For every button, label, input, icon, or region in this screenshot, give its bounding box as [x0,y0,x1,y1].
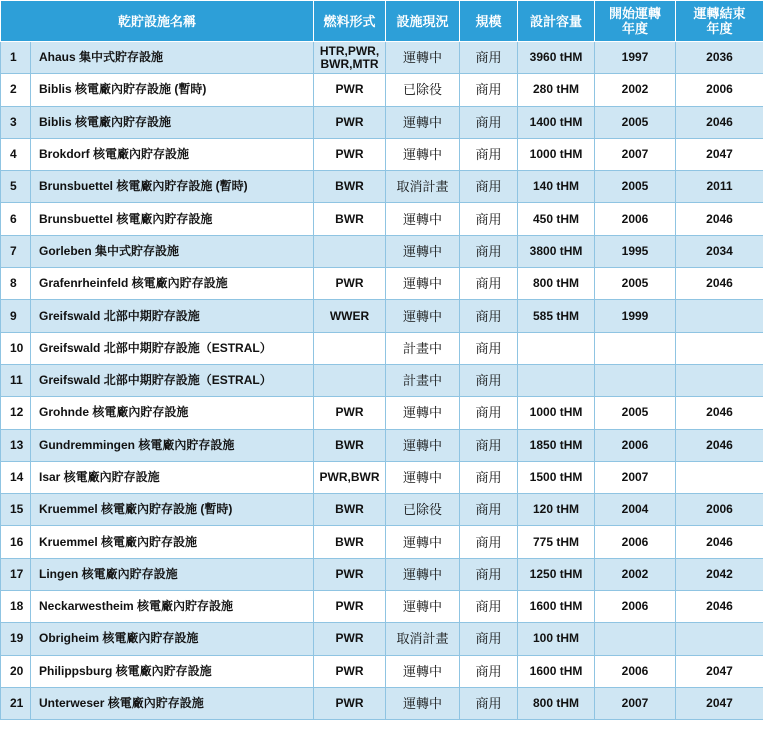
cell-facility-name: Biblis 核電廠內貯存設施 (暫時) [31,74,314,106]
cell-end-year: 2036 [676,42,763,74]
cell-start-year [595,364,676,396]
fuel-type-line: WWER [329,308,370,323]
cell-facility-name: Philippsburg 核電廠內貯存設施 [31,655,314,687]
header-start-year [595,1,676,42]
cell-start-year [595,623,676,655]
cell-fuel-type [314,655,386,687]
cell-start-year: 2004 [595,494,676,526]
cell-end-year: 2047 [676,655,763,687]
fuel-type-line: PWR [335,599,364,614]
cell-capacity: 585 tHM [518,300,595,332]
cell-capacity: 775 tHM [518,526,595,558]
cell-status: 取消計畫 [386,171,460,203]
cell-scale: 商用 [460,364,518,396]
cell-fuel-type [314,268,386,300]
table-row [1,106,763,138]
cell-end-year [676,300,763,332]
cell-status: 已除役 [386,494,460,526]
fuel-type-line: PWR [335,276,364,291]
cell-facility-name: Grafenrheinfeld 核電廠內貯存設施 [31,268,314,300]
cell-capacity: 800 tHM [518,687,595,719]
cell-capacity: 3960 tHM [518,42,595,74]
table-row [1,461,763,493]
cell-end-year: 2046 [676,397,763,429]
cell-end-year: 2046 [676,203,763,235]
table-body [1,42,763,720]
cell-start-year: 2005 [595,397,676,429]
cell-facility-name: Brokdorf 核電廠內貯存設施 [31,138,314,170]
cell-fuel-type [314,526,386,558]
cell-facility-name: Brunsbuettel 核電廠內貯存設施 [31,203,314,235]
header-capacity: 設計容量 [518,1,595,42]
fuel-type-line: BWR [335,534,364,549]
cell-start-year: 2007 [595,461,676,493]
cell-fuel-type [314,235,386,267]
cell-number: 19 [1,623,31,655]
fuel-type-line: PWR [335,82,364,97]
cell-number: 6 [1,203,31,235]
cell-start-year: 2002 [595,558,676,590]
header-start-line1: 開始運轉 [609,6,662,21]
cell-fuel-type [314,171,386,203]
cell-facility-name: Isar 核電廠內貯存設施 [31,461,314,493]
cell-end-year: 2046 [676,526,763,558]
cell-start-year: 1997 [595,42,676,74]
cell-scale: 商用 [460,558,518,590]
cell-status: 運轉中 [386,138,460,170]
cell-end-year: 2046 [676,429,763,461]
cell-scale: 商用 [460,106,518,138]
header-end-line2: 年度 [706,21,733,36]
cell-fuel-type [314,203,386,235]
cell-start-year: 2002 [595,74,676,106]
fuel-type-line: PWR [335,663,364,678]
table-row [1,655,763,687]
cell-capacity [518,364,595,396]
cell-status: 運轉中 [386,106,460,138]
cell-number: 13 [1,429,31,461]
cell-start-year: 1995 [595,235,676,267]
cell-status: 運轉中 [386,429,460,461]
cell-capacity: 280 tHM [518,74,595,106]
cell-facility-name: Ahaus 集中式貯存設施 [31,42,314,74]
cell-number: 14 [1,461,31,493]
table-row [1,300,763,332]
header-status: 設施現況 [386,1,460,42]
cell-scale: 商用 [460,138,518,170]
cell-number: 17 [1,558,31,590]
fuel-type-line: BWR [335,179,364,194]
cell-fuel-type [314,42,386,74]
header-scale: 規模 [460,1,518,42]
cell-end-year [676,364,763,396]
cell-end-year [676,461,763,493]
cell-status: 運轉中 [386,558,460,590]
cell-fuel-type [314,300,386,332]
table-row [1,268,763,300]
cell-end-year [676,623,763,655]
fuel-type-line: PWR,BWR [319,470,380,484]
cell-scale: 商用 [460,203,518,235]
fuel-type-line: BWR [335,502,364,517]
table-row [1,623,763,655]
cell-status: 計畫中 [386,332,460,364]
cell-end-year: 2011 [676,171,763,203]
header-end-year [676,1,763,42]
header-name: 乾貯設施名稱 [1,1,314,42]
cell-number: 20 [1,655,31,687]
cell-capacity: 1600 tHM [518,655,595,687]
cell-capacity: 450 tHM [518,203,595,235]
fuel-type-line: BWR [335,211,364,226]
table-row [1,203,763,235]
table-header [1,1,763,42]
table-row [1,687,763,719]
table-row [1,74,763,106]
cell-facility-name: Unterweser 核電廠內貯存設施 [31,687,314,719]
table-row [1,397,763,429]
cell-end-year: 2034 [676,235,763,267]
header-end-line1: 運轉結束 [693,6,746,21]
cell-capacity: 1250 tHM [518,558,595,590]
cell-scale: 商用 [460,591,518,623]
cell-facility-name: Greifswald 北部中期貯存設施 [31,300,314,332]
cell-fuel-type [314,397,386,429]
table-row [1,558,763,590]
table-row [1,171,763,203]
cell-number: 16 [1,526,31,558]
cell-number: 8 [1,268,31,300]
fuel-type-line: BWR [335,437,364,452]
cell-start-year [595,332,676,364]
header-fuel: 燃料形式 [314,1,386,42]
cell-number: 10 [1,332,31,364]
cell-fuel-type [314,461,386,493]
cell-scale: 商用 [460,494,518,526]
cell-fuel-type [314,687,386,719]
cell-status: 取消計畫 [386,623,460,655]
cell-status: 運轉中 [386,268,460,300]
cell-scale: 商用 [460,397,518,429]
cell-capacity: 100 tHM [518,623,595,655]
cell-facility-name: Brunsbuettel 核電廠內貯存設施 (暫時) [31,171,314,203]
cell-facility-name: Biblis 核電廠內貯存設施 [31,106,314,138]
cell-scale: 商用 [460,687,518,719]
cell-end-year: 2006 [676,494,763,526]
fuel-type-line: PWR [335,631,364,646]
cell-status: 運轉中 [386,42,460,74]
cell-number: 18 [1,591,31,623]
cell-start-year: 2005 [595,171,676,203]
table-row [1,42,763,74]
cell-start-year: 2006 [595,429,676,461]
cell-start-year: 2005 [595,268,676,300]
cell-status: 運轉中 [386,461,460,493]
cell-facility-name: Obrigheim 核電廠內貯存設施 [31,623,314,655]
fuel-type-line: PWR [335,566,364,581]
fuel-type-line: BWR,MTR [320,56,379,71]
fuel-type-line: PWR [335,114,364,129]
cell-capacity: 1500 tHM [518,461,595,493]
table-row [1,364,763,396]
cell-fuel-type [314,138,386,170]
cell-capacity: 120 tHM [518,494,595,526]
cell-number: 5 [1,171,31,203]
cell-scale: 商用 [460,655,518,687]
cell-scale: 商用 [460,235,518,267]
fuel-type-line: PWR [335,147,364,162]
cell-fuel-type [314,558,386,590]
cell-fuel-type [314,106,386,138]
cell-number: 4 [1,138,31,170]
cell-status: 運轉中 [386,526,460,558]
fuel-type-line: PWR [335,696,364,711]
cell-capacity: 1000 tHM [518,397,595,429]
cell-start-year: 2007 [595,687,676,719]
cell-number: 1 [1,42,31,74]
cell-status: 運轉中 [386,235,460,267]
cell-start-year: 2007 [595,138,676,170]
cell-scale: 商用 [460,461,518,493]
header-row [1,1,763,42]
cell-start-year: 2006 [595,526,676,558]
cell-status: 已除役 [386,74,460,106]
cell-start-year: 2005 [595,106,676,138]
cell-capacity: 1600 tHM [518,591,595,623]
cell-scale: 商用 [460,300,518,332]
cell-number: 15 [1,494,31,526]
cell-facility-name: Lingen 核電廠內貯存設施 [31,558,314,590]
cell-number: 7 [1,235,31,267]
cell-start-year: 2006 [595,203,676,235]
cell-facility-name: Neckarwestheim 核電廠內貯存設施 [31,591,314,623]
cell-facility-name: Kruemmel 核電廠內貯存設施 (暫時) [31,494,314,526]
header-start-line2: 年度 [622,21,649,36]
cell-end-year: 2042 [676,558,763,590]
cell-fuel-type [314,74,386,106]
cell-scale: 商用 [460,526,518,558]
cell-scale: 商用 [460,268,518,300]
cell-start-year: 2006 [595,655,676,687]
cell-number: 2 [1,74,31,106]
cell-scale: 商用 [460,74,518,106]
table-row [1,332,763,364]
cell-scale: 商用 [460,42,518,74]
cell-status: 運轉中 [386,397,460,429]
table-row [1,591,763,623]
cell-fuel-type [314,494,386,526]
cell-end-year: 2047 [676,687,763,719]
cell-capacity: 140 tHM [518,171,595,203]
cell-status: 運轉中 [386,300,460,332]
cell-facility-name: Greifswald 北部中期貯存設施（ESTRAL） [31,332,314,364]
cell-start-year: 1999 [595,300,676,332]
cell-capacity: 3800 tHM [518,235,595,267]
cell-status: 運轉中 [386,655,460,687]
cell-scale: 商用 [460,171,518,203]
cell-fuel-type [314,364,386,396]
cell-facility-name: Grohnde 核電廠內貯存設施 [31,397,314,429]
cell-end-year [676,332,763,364]
cell-capacity: 800 tHM [518,268,595,300]
cell-capacity [518,332,595,364]
table-row [1,526,763,558]
cell-end-year: 2006 [676,74,763,106]
cell-end-year: 2046 [676,106,763,138]
cell-end-year: 2046 [676,591,763,623]
cell-end-year: 2046 [676,268,763,300]
cell-scale: 商用 [460,332,518,364]
cell-number: 3 [1,106,31,138]
cell-fuel-type [314,429,386,461]
cell-status: 運轉中 [386,203,460,235]
cell-number: 12 [1,397,31,429]
table-row [1,235,763,267]
cell-start-year: 2006 [595,591,676,623]
table-row [1,494,763,526]
cell-status: 運轉中 [386,687,460,719]
cell-number: 11 [1,364,31,396]
cell-facility-name: Kruemmel 核電廠內貯存設施 [31,526,314,558]
fuel-type-line: HTR,PWR, [319,43,380,58]
cell-capacity: 1400 tHM [518,106,595,138]
table-row [1,429,763,461]
table-row [1,138,763,170]
cell-status: 運轉中 [386,591,460,623]
cell-capacity: 1000 tHM [518,138,595,170]
cell-fuel-type [314,623,386,655]
cell-scale: 商用 [460,429,518,461]
cell-status: 計畫中 [386,364,460,396]
cell-facility-name: Gorleben 集中式貯存設施 [31,235,314,267]
cell-facility-name: Greifswald 北部中期貯存設施（ESTRAL） [31,364,314,396]
fuel-type-line: PWR [335,405,364,420]
cell-number: 9 [1,300,31,332]
cell-number: 21 [1,687,31,719]
cell-scale: 商用 [460,623,518,655]
cell-fuel-type [314,332,386,364]
cell-fuel-type [314,591,386,623]
cell-end-year: 2047 [676,138,763,170]
cell-capacity: 1850 tHM [518,429,595,461]
cell-facility-name: Gundremmingen 核電廠內貯存設施 [31,429,314,461]
